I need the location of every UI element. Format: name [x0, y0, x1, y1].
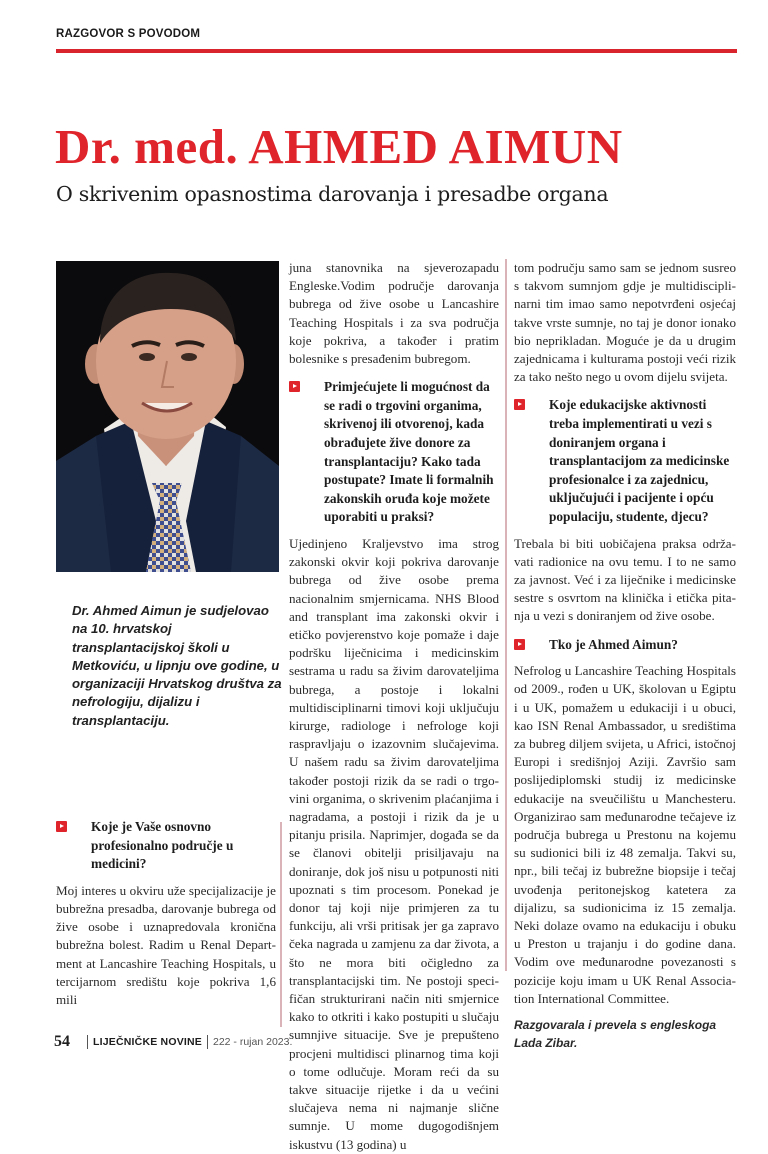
- interview-question: [514, 636, 736, 655]
- photo-caption: Dr. Ahmed Aimun je sudjelovao na 10. hrvatskoj transplantacijskoj školi u Metkoviću, u lipnju ove godine, u organizaciji Hrvatskog društva za nefrologiju, dijalizu i transplantaciju.: [72, 603, 282, 728]
- issue-info: 222 - rujan 2023.: [213, 1036, 293, 1048]
- question-text: Tko je Ahmed Aimun?: [549, 636, 678, 652]
- column-divider: [280, 822, 282, 1027]
- portrait-photo: [56, 261, 279, 572]
- question-marker-icon: [289, 381, 300, 392]
- author-credit: Razgovarala i prevela s engleskoga Lada Zibar.: [514, 1018, 717, 1051]
- answer-paragraph: tom području samo sam se jednom susreo s takvom sumnjom gdje je multidisciplinarni tim imao samo nepotvrđeni osjećaj takve vrste sumnje, no taj je donor ionako bio neprikladan. Moguće je da u drugim zajednicama i kulturama postoji veći rizik za tako nešto nego u ovom dijelu svijeta.: [514, 260, 736, 385]
- question-text: Koje edukacijske aktivnosti treba implementirati u vezi s doniranjem organa i transplantacijom za medicinske profesionalce i za zajednicu, uključujući i pacijente i opću populaciju, studente, djecu?: [549, 397, 730, 524]
- page-number: 54: [54, 1033, 70, 1050]
- article-subtitle: O skrivenim opasnostima darovanja i presadbe organa: [56, 182, 609, 206]
- footer-separator: [207, 1035, 208, 1049]
- answer-paragraph: Ujedinjeno Kraljevstvo ima strog zakonski okvir koji pokriva darovanje bubrega od žive osobe prema nacionalnim smjernicama. NHS Blood and transplant ima zakonski okvir i etičko povjerenstvo koje pomaže i daje podršku liječnicima i medicinskim sestrama u radu sa živim darovateljima bubrega, a postoje i lokalni multidisciplinarni timovi koji uključuju kirurge, radiologe i nefrologe koji raspravljaju o izazovnim slučajevima. U našem radu sa živim darovateljima također postoji rizik da se radi o trgovini organima, o skrivenim plaćanjima i nagradama, a postoji i rizik da je u pitanju prisila. Naprimjer, događa se da se članovi obitelji prisiljavaju na doniranje, dok još nisu u potpunosti niti upoznati s tim procesom. Ponekad je donor taj koji nije primjeren za tu funkciju, ali vrši pritisak jer ga zapravo čeka nagrada u zamjenu za dar života, a što ne mora biti očigledno za transplantacijski tim. Ne postoji specifičan strukturirani način niti smjernice kako to otkriti i kako postupiti u slučaju sumnjive situacije. Sve je prepušteno procjeni multidisci plinarnog tima koji o tome odlučuje. Moram reći da su takve situacije rijetke i da u većini slučajeva nema ni najmanje slične sumnje. U mome dugogodišnjem iskustvu (13 godina) u: [289, 535, 499, 1152]
- section-label: RAZGOVOR S POVODOM: [56, 28, 201, 40]
- answer-paragraph: Moj interes u okviru uže specijalizacije je bubrežna presadba, darovanje bubrega od žive osobe i uznapredovala kronična bubrežna bolest. Radim u Renal Department at Lancashire Teaching Hospitals, u tercijarnom središtu koje pokriva 1,6 mili: [56, 882, 276, 1007]
- header-rule: [56, 49, 737, 53]
- answer-paragraph: Nefrolog u Lancashire Teaching Hospitals od 2009., rođen u UK, školovan u Egiptu i u UK, pomažem u edukaciji i u obuci, kao ISN Renal Ambassador, u središtima za bubreg diljem svijeta, u Africi, istočnoj Europi i središnjoj Aziji. Završio sam poslijediplomski studij iz medicinske edukacije na sveučilištu u Manchesteru. Organizirao sam međunarodne tečajeve iz područja bubrega u Prestonu na kojemu su sudionici bili iz 48 zemalja. Takvi su, npr., bili tečaj iz bubrežne biopsije i tečaj uvođenja peritonejskog katetera za dijalizu, sa sudionicima iz 15 zemalja. Neki dolaze ovamo na edukaciju i obuku u Preston u trajanju i do godine dana. Vodim ove međunarodne povezanosti s pozicije koju imam u UK Renal Association International Committee.: [514, 663, 736, 1006]
- question-text: Primjećujete li mogućnost da se radi o trgovini organima, skrivenoj ili otvorenoj, kada obrađujete žive donore za transplantaciju? Kako tada postupate? Imate li formalnih zakonskih oruđa koje možete uporabiti u praksi?: [324, 379, 494, 525]
- article-column-2: [289, 259, 499, 1154]
- question-text: Koje je Vaše osnovno profesionalno područje u medicini?: [91, 819, 234, 872]
- interview-question: [56, 818, 276, 874]
- interview-question: [514, 396, 736, 526]
- column-divider: [505, 259, 507, 971]
- question-marker-icon: [514, 639, 525, 650]
- article-column-1: [56, 818, 276, 1009]
- answer-paragraph: juna stanovnika na sjeverozapadu Engleske.Vodim područje darovanja bubrega od žive osobe u Lancashire Teaching Hospitals i za sva područja koje pokriva, a također i pratim bolesnike s presađenim bubregom.: [289, 260, 499, 367]
- article-title: Dr. med. AHMED AIMUN: [55, 119, 623, 174]
- magazine-name: LIJEČNIČKE NOVINE: [93, 1036, 202, 1048]
- question-marker-icon: [514, 399, 525, 410]
- article-column-3: [514, 259, 736, 1052]
- answer-paragraph: Trebala bi biti uobičajena praksa održavati radionice na ovu temu. I to ne samo za javnost. Već i za liječnike i medicinske sestre s osvrtom na klinička i etička pitanja u vezi s doniranjem od žive osobe.: [514, 535, 736, 624]
- page-footer: [54, 1033, 292, 1051]
- interview-question: [289, 378, 499, 527]
- footer-separator: [87, 1035, 88, 1049]
- question-marker-icon: [56, 821, 67, 832]
